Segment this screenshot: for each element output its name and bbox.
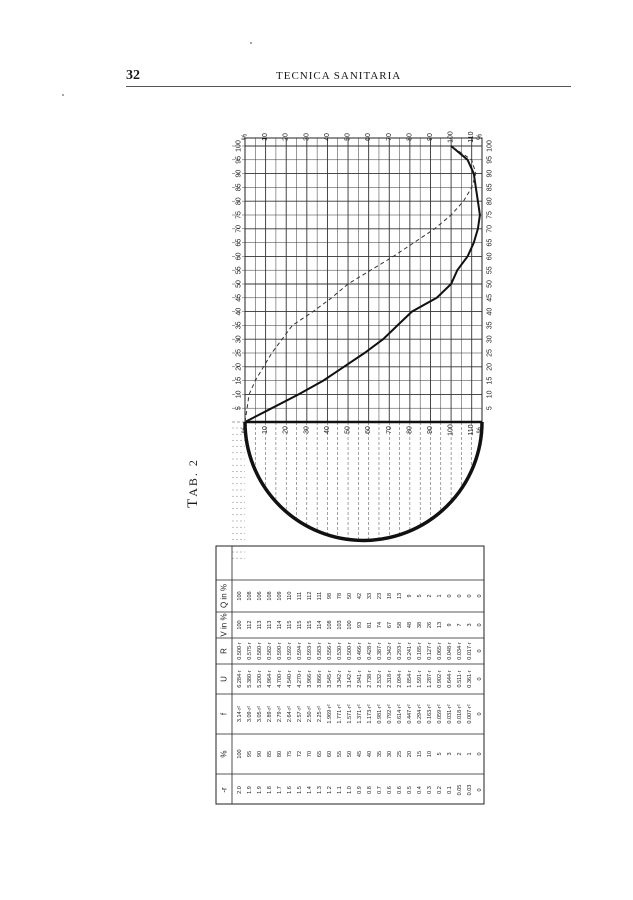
table-cell: 0.556·r bbox=[327, 642, 333, 660]
table-cell: 0 bbox=[477, 649, 483, 653]
table-cell: 3.05·r² bbox=[257, 705, 263, 723]
table-cell: 115 bbox=[287, 620, 293, 630]
table-cell: 15 bbox=[417, 750, 423, 758]
table-header-cell: f bbox=[219, 712, 229, 716]
table-cell: 0.7 bbox=[377, 786, 383, 794]
table-cell: 5 bbox=[417, 594, 423, 598]
table-cell: 0 bbox=[477, 712, 483, 716]
table-cell: 0.163·r² bbox=[427, 704, 433, 724]
table-cell: 93 bbox=[357, 621, 363, 629]
page-number: 32 bbox=[126, 68, 140, 83]
table-cell: 42 bbox=[357, 592, 363, 600]
table-cell: 58 bbox=[397, 621, 403, 629]
table-cell: 1.173·r² bbox=[367, 704, 373, 724]
table-cell: 74 bbox=[377, 621, 383, 629]
depth-tick-label-right: 65 bbox=[486, 238, 494, 247]
depth-tick-label-right: 40 bbox=[486, 307, 494, 316]
value-tick-label: 70 bbox=[385, 133, 393, 141]
depth-tick-label-right: 90 bbox=[486, 169, 494, 178]
table-cell: 0.580·r bbox=[257, 642, 263, 660]
table-cell: 0.127·r bbox=[427, 642, 433, 660]
table-cell: 2.25·r² bbox=[317, 705, 323, 723]
table-cell: 0.031·r² bbox=[447, 704, 453, 724]
table-cell: 4.964·r bbox=[267, 670, 273, 688]
table-cell: 3.866·r bbox=[317, 670, 323, 688]
depth-tick-label: 85 bbox=[235, 183, 243, 192]
table-cell: 0.03 bbox=[467, 784, 473, 796]
depth-tick-label-right: 30 bbox=[486, 335, 494, 344]
table-cell: 55 bbox=[337, 750, 343, 758]
table-cell: 0 bbox=[477, 594, 483, 598]
table-cell: 0.241·r bbox=[407, 642, 413, 660]
table-cell: 1.854·r bbox=[407, 670, 413, 688]
table-cell: 78 bbox=[337, 592, 343, 600]
table-cell: 45 bbox=[357, 750, 363, 758]
table-cells bbox=[220, 584, 484, 795]
table-cell: 72 bbox=[297, 750, 303, 758]
table-cell: 1.287·r bbox=[427, 670, 433, 688]
table-cell: 1.371·r² bbox=[357, 704, 363, 724]
depth-tick-label-right: 5 bbox=[486, 406, 494, 411]
table-cell: 0.361·r bbox=[467, 670, 473, 688]
depth-tick-label-right: 75 bbox=[486, 211, 494, 219]
value-tick-label: 10 bbox=[262, 426, 270, 434]
table-cell: 50 bbox=[347, 592, 353, 600]
table-cell: 0.017·r bbox=[467, 642, 473, 660]
value-tick-label: % bbox=[476, 133, 484, 141]
table-cell: 1.0 bbox=[347, 786, 353, 794]
table-cell: 50 bbox=[347, 750, 353, 758]
table-cell: 5.200·r bbox=[257, 670, 263, 688]
table-cell: 0.059·r² bbox=[437, 704, 443, 724]
table-cell: 1.8 bbox=[267, 786, 273, 794]
table-cell: 9 bbox=[447, 623, 453, 627]
value-tick-label: 60 bbox=[365, 426, 373, 434]
depth-tick-label: 95 bbox=[235, 155, 243, 164]
value-tick-label: % bbox=[476, 426, 484, 434]
table-cell: 1.9 bbox=[257, 786, 263, 794]
depth-tick-label: 50 bbox=[235, 280, 243, 288]
table-cell: 1.771·r² bbox=[337, 704, 343, 724]
table-cell: 3.09·r² bbox=[247, 705, 253, 723]
depth-tick-label: 70 bbox=[235, 224, 243, 233]
depth-tick-label-right: 50 bbox=[486, 280, 494, 288]
table-cell: 1.1 bbox=[337, 786, 343, 794]
table-cell: 111 bbox=[317, 591, 323, 601]
value-tick-label: 110 bbox=[468, 131, 476, 143]
table-cell: 80 bbox=[277, 750, 283, 758]
chart-labels bbox=[236, 131, 494, 436]
table-cell: 114 bbox=[317, 620, 323, 630]
table-cell: 3 bbox=[447, 752, 453, 756]
plate-title-rest: AB. 2 bbox=[186, 458, 200, 497]
table-cell: 40 bbox=[367, 750, 373, 758]
table-cell: 3.142·r bbox=[347, 670, 353, 688]
table-cell: 0.447·r² bbox=[407, 704, 413, 724]
table-cell: 2.64·r² bbox=[287, 705, 293, 723]
table-cell: 109 bbox=[277, 591, 283, 601]
table-cell: 2.941·r bbox=[357, 670, 363, 688]
table-cell: 0 bbox=[467, 594, 473, 598]
table-cell: 38 bbox=[417, 621, 423, 629]
table-cell: 0.644·r bbox=[447, 670, 453, 688]
table-cell: 1.3 bbox=[317, 786, 323, 794]
table-cell: 2 bbox=[427, 594, 433, 598]
depth-tick-label: 75 bbox=[235, 211, 243, 219]
value-tick-label: 80 bbox=[406, 133, 414, 141]
depth-tick-label: 35 bbox=[235, 321, 243, 330]
table-cell: 35 bbox=[377, 750, 383, 758]
table-cell: 0.034·r bbox=[457, 642, 463, 660]
depth-tick-label-right: 35 bbox=[486, 321, 494, 330]
value-tick-label: 70 bbox=[385, 426, 393, 434]
table-cell: 0.466·r bbox=[357, 642, 363, 660]
depth-tick-label: 65 bbox=[235, 238, 243, 247]
table-cell: 2.094·r bbox=[397, 670, 403, 688]
table-cell: 81 bbox=[367, 621, 373, 629]
table-cell: 25 bbox=[397, 750, 403, 758]
value-tick-label: 60 bbox=[365, 133, 373, 141]
table-cell: 6.284·r bbox=[237, 670, 243, 688]
depth-tick-label-right: 25 bbox=[486, 349, 494, 357]
table-cell: 3.545·r bbox=[327, 670, 333, 688]
table-cell: 110 bbox=[287, 591, 293, 601]
depth-tick-label-right: 95 bbox=[486, 155, 494, 164]
table-cell: 103 bbox=[337, 620, 343, 630]
table-cell: 0.8 bbox=[367, 786, 373, 794]
table-cell: 67 bbox=[387, 621, 393, 629]
depth-tick-label: 55 bbox=[235, 266, 243, 275]
table-cell: 1.7 bbox=[277, 786, 283, 794]
table-cell: 0.590·r bbox=[277, 642, 283, 660]
table-cell: 2.79·r² bbox=[277, 705, 283, 723]
depth-tick-label-right: 85 bbox=[486, 183, 494, 192]
value-tick-label: 100 bbox=[447, 424, 455, 436]
table-cell: 0.293·r bbox=[397, 642, 403, 660]
table-cell: 2.57·r² bbox=[297, 705, 303, 723]
table-cell: 113 bbox=[267, 620, 273, 630]
value-tick-label: 50 bbox=[344, 133, 352, 141]
table-cell: 2.0 bbox=[237, 786, 243, 794]
depth-tick-label: 80 bbox=[235, 197, 243, 206]
table-cell: 2.50·r² bbox=[307, 705, 313, 723]
table-cell: 0.592·r bbox=[287, 642, 293, 660]
depth-tick-label: 25 bbox=[235, 349, 243, 357]
depth-tick-label: 90 bbox=[235, 169, 243, 178]
table-cell: 10 bbox=[427, 750, 433, 758]
value-tick-label: 90 bbox=[426, 133, 434, 141]
value-tick-label: 20 bbox=[282, 426, 290, 434]
table-cell: 0 bbox=[457, 594, 463, 598]
depth-tick-label-right: 20 bbox=[486, 362, 494, 371]
depth-tick-label: 5 bbox=[235, 406, 243, 411]
depth-tick-label-right: 45 bbox=[486, 293, 494, 302]
depth-tick-label: 15 bbox=[235, 376, 243, 385]
table-cell: 1.4 bbox=[307, 786, 313, 794]
value-tick-label: 40 bbox=[323, 133, 331, 141]
table-cell: 112 bbox=[307, 591, 313, 601]
depth-tick-label: 30 bbox=[235, 335, 243, 344]
table-cell: 115 bbox=[307, 620, 313, 630]
table-cell: 0.530·r bbox=[337, 642, 343, 660]
table-cell: 5.380·r bbox=[247, 670, 253, 688]
chart-frame bbox=[245, 138, 482, 422]
depth-tick-label-right: 15 bbox=[486, 376, 494, 385]
value-tick-label: 10 bbox=[262, 133, 270, 141]
table-cell: 1.2 bbox=[327, 786, 333, 794]
depth-tick-label-right: 10 bbox=[486, 390, 494, 399]
table-cell: 1 bbox=[467, 752, 473, 756]
table-cell: 0.3 bbox=[427, 786, 433, 794]
table-cell: 1 bbox=[437, 594, 443, 598]
table-cell: 0.511·r bbox=[457, 670, 463, 688]
table-cell: 0.4 bbox=[417, 786, 423, 794]
table-cell: 0 bbox=[477, 752, 483, 756]
table-cell: 2.89·r² bbox=[267, 705, 273, 723]
running-title: TECNICA SANITARIA bbox=[276, 70, 402, 82]
table-cell: 23 bbox=[377, 592, 383, 600]
table-cell: 0.500·r bbox=[237, 642, 243, 660]
table-header-cell: R bbox=[219, 648, 229, 654]
table-cell: 0.981·r² bbox=[377, 704, 383, 724]
table-cell: 48 bbox=[407, 621, 413, 629]
value-tick-label: 100 bbox=[447, 131, 455, 143]
table-cell: 1.969·r² bbox=[327, 704, 333, 724]
table-cell: 1.9 bbox=[247, 786, 253, 794]
table-cell: 30 bbox=[387, 750, 393, 758]
table-cell: 65 bbox=[317, 750, 323, 758]
value-tick-label: % bbox=[241, 426, 249, 434]
table-cell: 3.14·r² bbox=[237, 705, 243, 723]
table-header-cell: U bbox=[219, 676, 229, 682]
table-cell: 100 bbox=[237, 749, 243, 759]
table-cell: 4.540·r bbox=[287, 670, 293, 688]
table-cell: 100 bbox=[347, 620, 353, 630]
table-cell: 85 bbox=[267, 750, 273, 758]
depth-tick-label-right: 60 bbox=[486, 252, 494, 261]
table-cell: 0 bbox=[477, 677, 483, 681]
table-cell: 75 bbox=[287, 750, 293, 758]
table-cell: 98 bbox=[327, 592, 333, 600]
table-cell: 70 bbox=[307, 750, 313, 758]
depth-tick-label-right: 55 bbox=[486, 266, 494, 275]
table-cell: 0.065·r bbox=[437, 642, 443, 660]
value-tick-label: 50 bbox=[344, 426, 352, 434]
table-cell: 90 bbox=[257, 750, 263, 758]
table-cell: 0.902·r bbox=[437, 670, 443, 688]
table-cell: 0.500·r bbox=[347, 642, 353, 660]
depth-tick-label-right: 80 bbox=[486, 197, 494, 206]
table-cell: 33 bbox=[367, 592, 373, 600]
table-cell: 108 bbox=[247, 591, 253, 601]
table-cell: 0.185·r bbox=[417, 642, 423, 660]
table-cell: 0.582·r bbox=[267, 642, 273, 660]
table-cell: 1.571·r² bbox=[347, 704, 353, 724]
table-cell: 0.05 bbox=[457, 784, 463, 796]
table-cell: 26 bbox=[427, 621, 433, 629]
table-cell: 0.6 bbox=[397, 786, 403, 794]
table-cell: 2.738·r bbox=[367, 670, 373, 688]
table-cell: 0 bbox=[477, 788, 483, 792]
table-cell: 0.792·r² bbox=[387, 704, 393, 724]
table-cell: 5 bbox=[437, 752, 443, 756]
table-cell: 13 bbox=[397, 592, 403, 600]
table-cell: 9 bbox=[407, 594, 413, 598]
table-cell: 0 bbox=[447, 594, 453, 598]
table-cell: 3.342·r bbox=[337, 670, 343, 688]
value-tick-label: 80 bbox=[406, 426, 414, 434]
table-cell: 0.6 bbox=[387, 786, 393, 794]
table-cell: 60 bbox=[327, 750, 333, 758]
table-cell: 112 bbox=[247, 620, 253, 630]
table-header-cell: % bbox=[219, 750, 229, 758]
table-cell: 1.5 bbox=[297, 786, 303, 794]
table-cell: 2 bbox=[457, 752, 463, 756]
chart-curves bbox=[245, 146, 482, 540]
table-cell: 100 bbox=[237, 620, 243, 630]
table-cell: 18 bbox=[387, 592, 393, 600]
table-cell: 0.387·r bbox=[377, 642, 383, 660]
table-cell: 0.342·r bbox=[387, 642, 393, 660]
table-cell: 108 bbox=[327, 620, 333, 630]
table-cell: 113 bbox=[257, 620, 263, 630]
table-cell: 0.594·r bbox=[297, 642, 303, 660]
value-tick-label: 20 bbox=[282, 133, 290, 141]
table-cell: 7 bbox=[457, 623, 463, 627]
depth-tick-label: 45 bbox=[235, 293, 243, 302]
value-tick-label: 30 bbox=[303, 426, 311, 434]
table-cell: 13 bbox=[437, 621, 443, 629]
depth-tick-label: 10 bbox=[235, 390, 243, 399]
table-cell: 95 bbox=[247, 750, 253, 758]
table-cell: 0.575·r bbox=[247, 642, 253, 660]
table-cell: 0.018·r² bbox=[457, 704, 463, 724]
table-cell: 0.9 bbox=[357, 786, 363, 794]
table-cell: 2.532·r bbox=[377, 670, 383, 688]
table-cell: 0 bbox=[477, 623, 483, 627]
table-cell: 1.591·r bbox=[417, 670, 423, 688]
table-cell: 0.583·r bbox=[317, 642, 323, 660]
table-cell: 20 bbox=[407, 750, 413, 758]
depth-tick-label-right: 100 bbox=[486, 140, 494, 152]
table-header-cell: Q in % bbox=[219, 583, 229, 609]
depth-tick-label: 100 bbox=[235, 140, 243, 152]
table-cell: 3 bbox=[467, 623, 473, 627]
table-header-cell: V in % bbox=[219, 613, 229, 637]
table-cell: 0.428·r bbox=[367, 642, 373, 660]
table-cell: 0.1 bbox=[447, 786, 453, 794]
table-header-cell: -r bbox=[219, 787, 229, 793]
table-cell: 3.966·r bbox=[307, 670, 313, 688]
table-cell: 4.700·r bbox=[277, 670, 283, 688]
table-cell: 108 bbox=[267, 591, 273, 601]
table-cell: 106 bbox=[257, 591, 263, 601]
value-tick-label: 30 bbox=[303, 133, 311, 141]
table-cell: 114 bbox=[277, 620, 283, 630]
depth-tick-label: 20 bbox=[235, 362, 243, 371]
pipe-section-arc bbox=[245, 422, 482, 540]
table-cell: 0.294·r² bbox=[417, 704, 423, 724]
value-tick-label: 110 bbox=[468, 424, 476, 436]
table-cell: 1.6 bbox=[287, 786, 293, 794]
table-cell: 0.007·r² bbox=[467, 704, 473, 724]
value-tick-label: 90 bbox=[426, 426, 434, 434]
table-cell: 2.318·r bbox=[387, 670, 393, 688]
plate-title-cap: T bbox=[185, 496, 201, 508]
depth-tick-label-right: 70 bbox=[486, 224, 494, 233]
value-tick-label: 40 bbox=[323, 426, 331, 434]
value-tick-label: % bbox=[241, 133, 249, 141]
table-cell: 0.5 bbox=[407, 786, 413, 794]
table-cell: 115 bbox=[297, 620, 303, 630]
table-cell: 0.614·r² bbox=[397, 704, 403, 724]
table-cell: 4.270·r bbox=[297, 670, 303, 688]
table-cell: 0.048·r bbox=[447, 642, 453, 660]
table-cell: 0.593·r bbox=[307, 642, 313, 660]
table-cell: 100 bbox=[237, 591, 243, 601]
table-cell: 111 bbox=[297, 591, 303, 601]
depth-tick-label: 60 bbox=[235, 252, 243, 261]
table-cell: 0.2 bbox=[437, 786, 443, 794]
depth-tick-label: 40 bbox=[235, 307, 243, 316]
